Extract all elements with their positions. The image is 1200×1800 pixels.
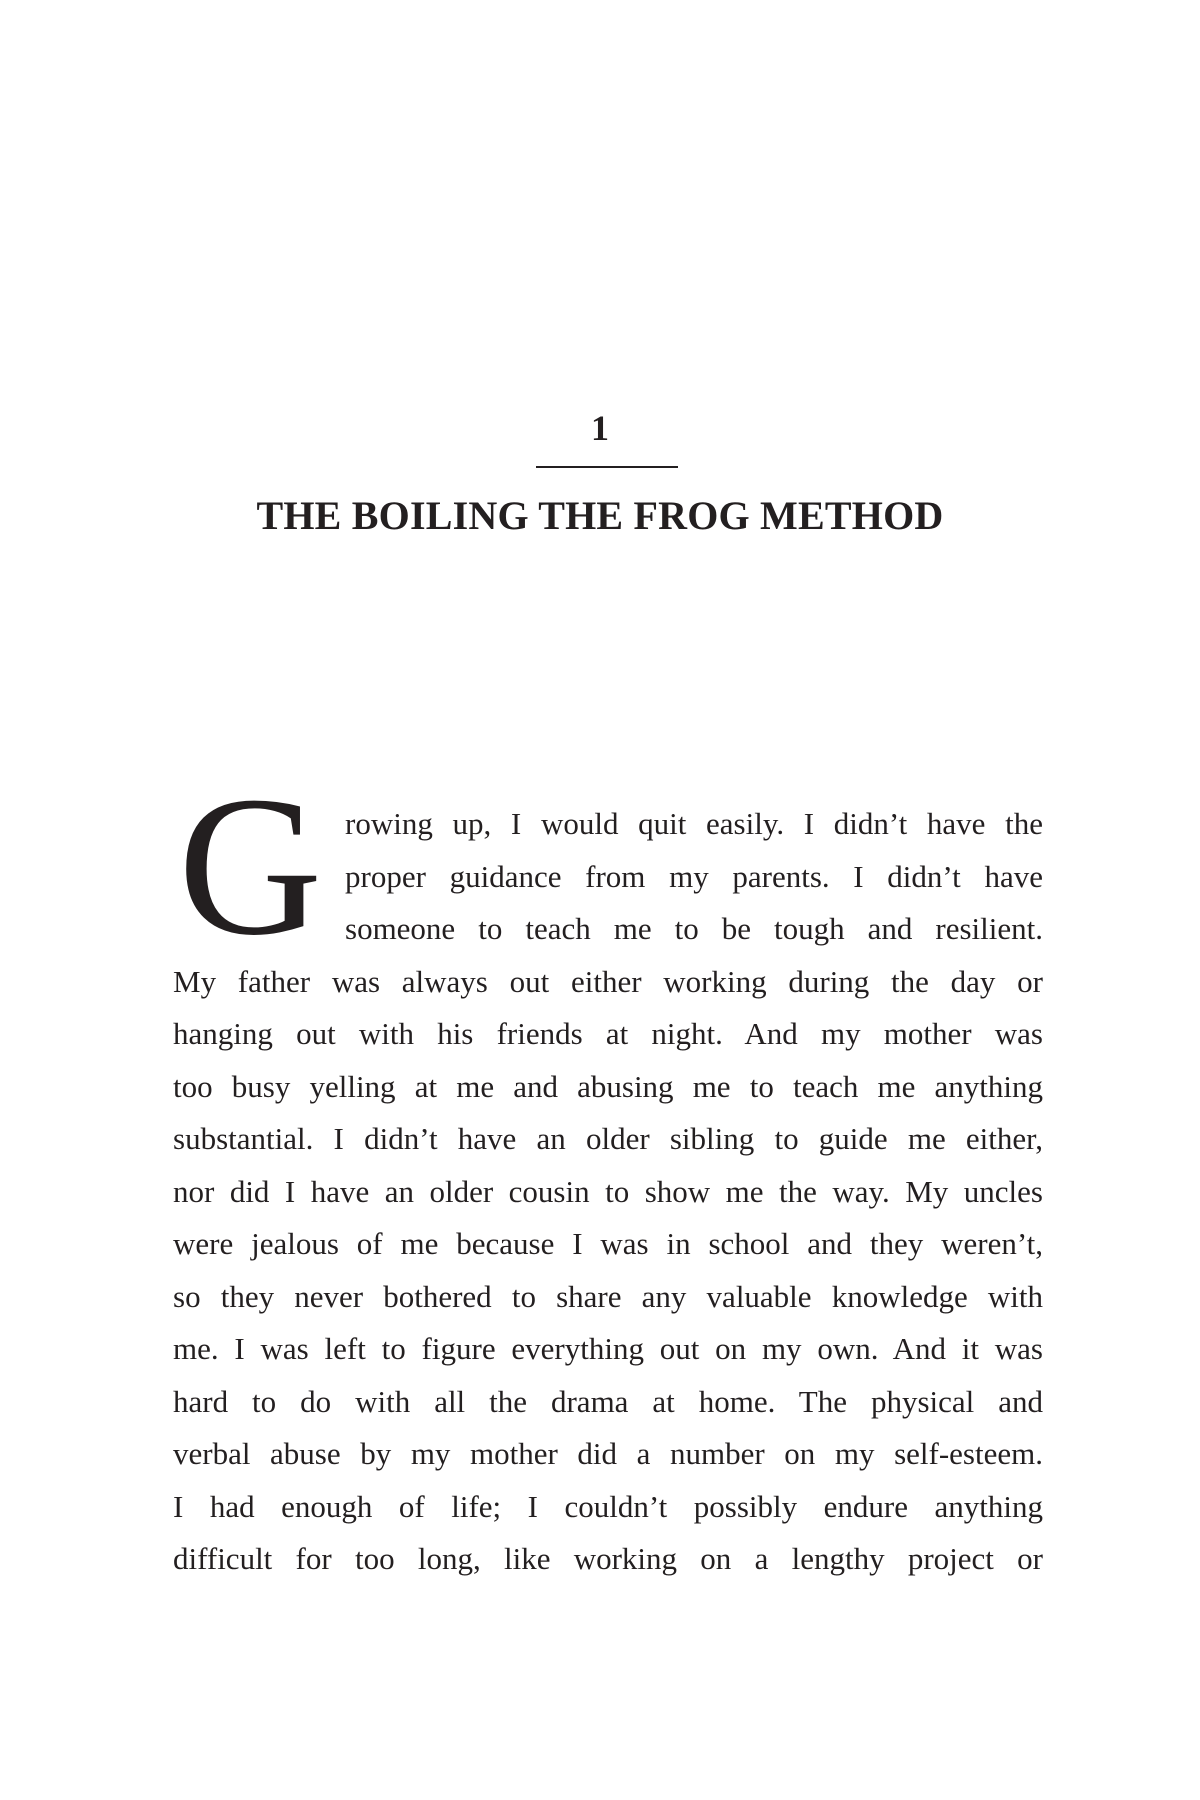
text-line: difficult for too long, like working on a lengthy project or: [173, 1541, 1043, 1576]
text-line: substantial. I didn’t have an older sibling to guide me either,: [173, 1121, 1043, 1156]
text-line: nor did I have an older cousin to show me the way. My uncles: [173, 1173, 1043, 1209]
chapter-title: THE BOILING THE FROG METHOD: [256, 493, 944, 538]
text-line: verbal abuse by my mother did a number on my self-esteem.: [173, 1436, 1043, 1471]
body-paragraph: [173, 798, 1043, 1586]
chapter-number: 1: [591, 408, 609, 448]
text-line: hanging out with his friends at night. And my mother was: [173, 1016, 1043, 1051]
drop-cap: G: [178, 756, 323, 977]
text-line: too busy yelling at me and abusing me to teach me anything: [173, 1068, 1043, 1104]
text-line: so they never bothered to share any valuable knowledge with: [173, 1278, 1043, 1314]
text-line: I had enough of life; I couldn’t possibly endure anything: [173, 1488, 1043, 1524]
text-line: me. I was left to figure everything out on my own. And it was: [173, 1331, 1043, 1366]
text-line: someone to teach me to be tough and resilient.: [345, 911, 1043, 946]
text-line: My father was always out either working during the day or: [173, 963, 1043, 999]
text-line: proper guidance from my parents. I didn’t have: [345, 858, 1043, 894]
text-line: were jealous of me because I was in school and they weren’t,: [173, 1226, 1043, 1261]
text-line: rowing up, I would quit easily. I didn’t have the: [345, 806, 1043, 841]
chapter-divider-rule: [536, 466, 678, 468]
text-line: hard to do with all the drama at home. The physical and: [173, 1383, 1043, 1419]
